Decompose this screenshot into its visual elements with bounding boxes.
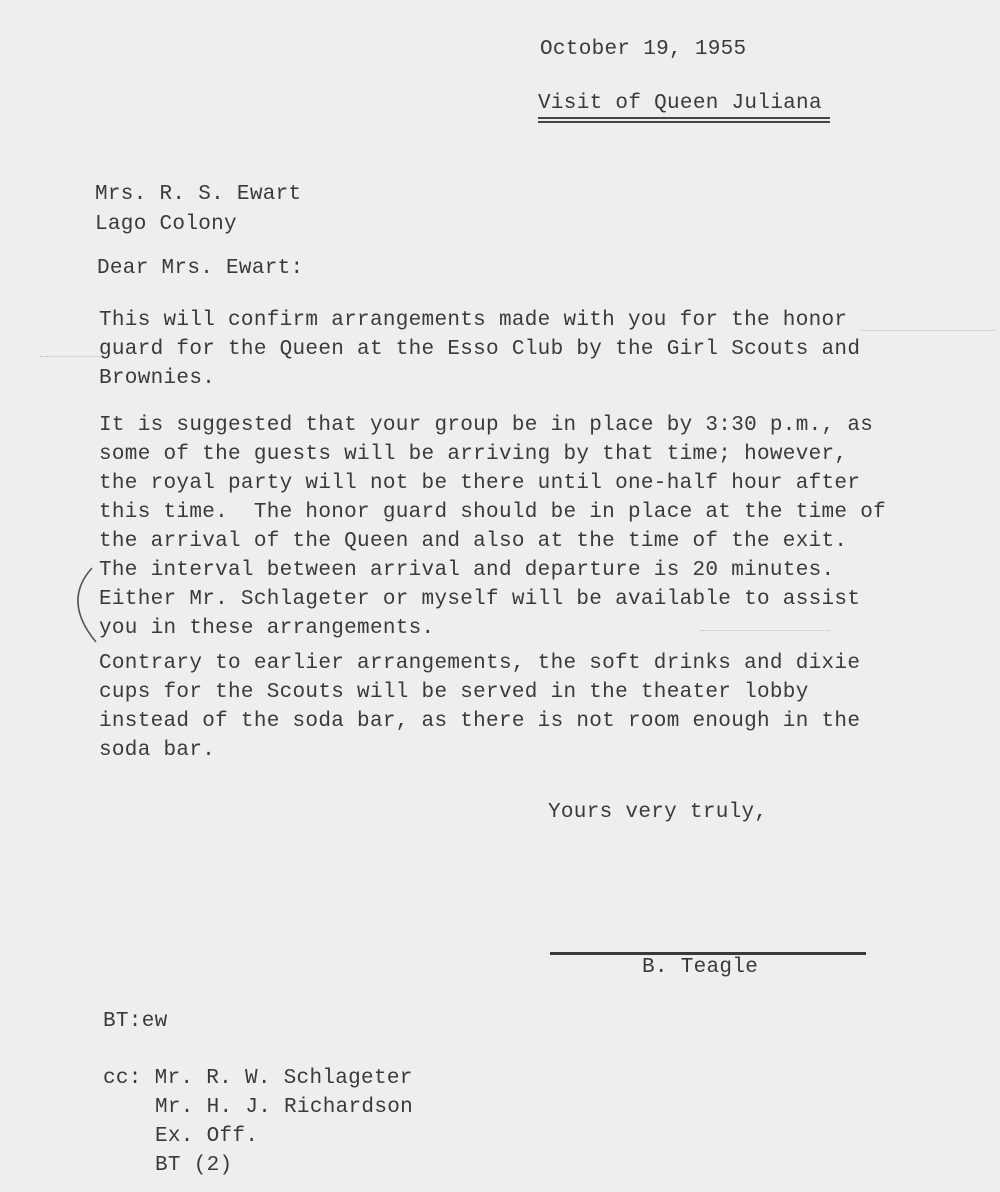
recipient-address [95,180,301,240]
letter-subject: Visit of Queen Juliana [538,92,822,115]
subject-double-underline [538,121,830,123]
paragraph-line: you in these arrangements. [99,617,435,640]
subject-underline [538,117,830,119]
cc-label: cc: [103,1067,142,1090]
paragraph-3 [99,649,860,765]
recipient-name: Mrs. R. S. Ewart [95,183,302,206]
reference-initials: BT:ew [103,1010,168,1033]
cc-recipient: Ex. Off. [155,1125,259,1148]
handwritten-bracket-mark [62,566,102,646]
paragraph-line: This will confirm arrangements made with you for the honor [99,309,848,332]
paper-speck [40,356,100,358]
cc-recipient: Mr. H. J. Richardson [155,1096,414,1119]
paragraph-line: It is suggested that your group be in place by 3:30 p.m., as [99,414,874,437]
paragraph-line: guard for the Queen at the Esso Club by the Girl Scouts and [99,338,861,361]
paragraph-line: Either Mr. Schlageter or myself will be available to assist [99,588,861,611]
paper-speck [700,630,830,632]
paragraph-line: soda bar. [99,739,216,762]
paragraph-line: some of the guests will be arriving by that time; however, [99,443,848,466]
paragraph-line: Brownies. [99,367,216,390]
paragraph-line: cups for the Scouts will be served in the theater lobby [99,681,809,704]
salutation: Dear Mrs. Ewart: [97,257,304,280]
signer-name: B. Teagle [642,956,759,979]
paragraph-2 [99,411,886,643]
paragraph-line: Contrary to earlier arrangements, the soft drinks and dixie [99,652,861,675]
paragraph-1 [99,306,860,393]
cc-recipient: Mr. R. W. Schlageter [154,1067,413,1090]
closing: Yours very truly, [548,801,768,824]
paragraph-line: the arrival of the Queen and also at the time of the exit. [99,530,848,553]
recipient-place: Lago Colony [95,213,237,236]
paragraph-line: The interval between arrival and departure is 20 minutes. [99,559,835,582]
paragraph-line: instead of the soda bar, as there is not room enough in the [99,710,861,733]
paper-speck [860,330,995,332]
signature-line [550,952,866,955]
paragraph-line: this time. The honor guard should be in place at the time of [99,501,887,524]
paragraph-line: the royal party will not be there until one-half hour after [99,472,861,495]
cc-first-line [103,1064,413,1093]
cc-recipient: BT (2) [155,1154,233,1177]
letter-date: October 19, 1955 [540,38,747,61]
cc-list [103,1064,413,1180]
